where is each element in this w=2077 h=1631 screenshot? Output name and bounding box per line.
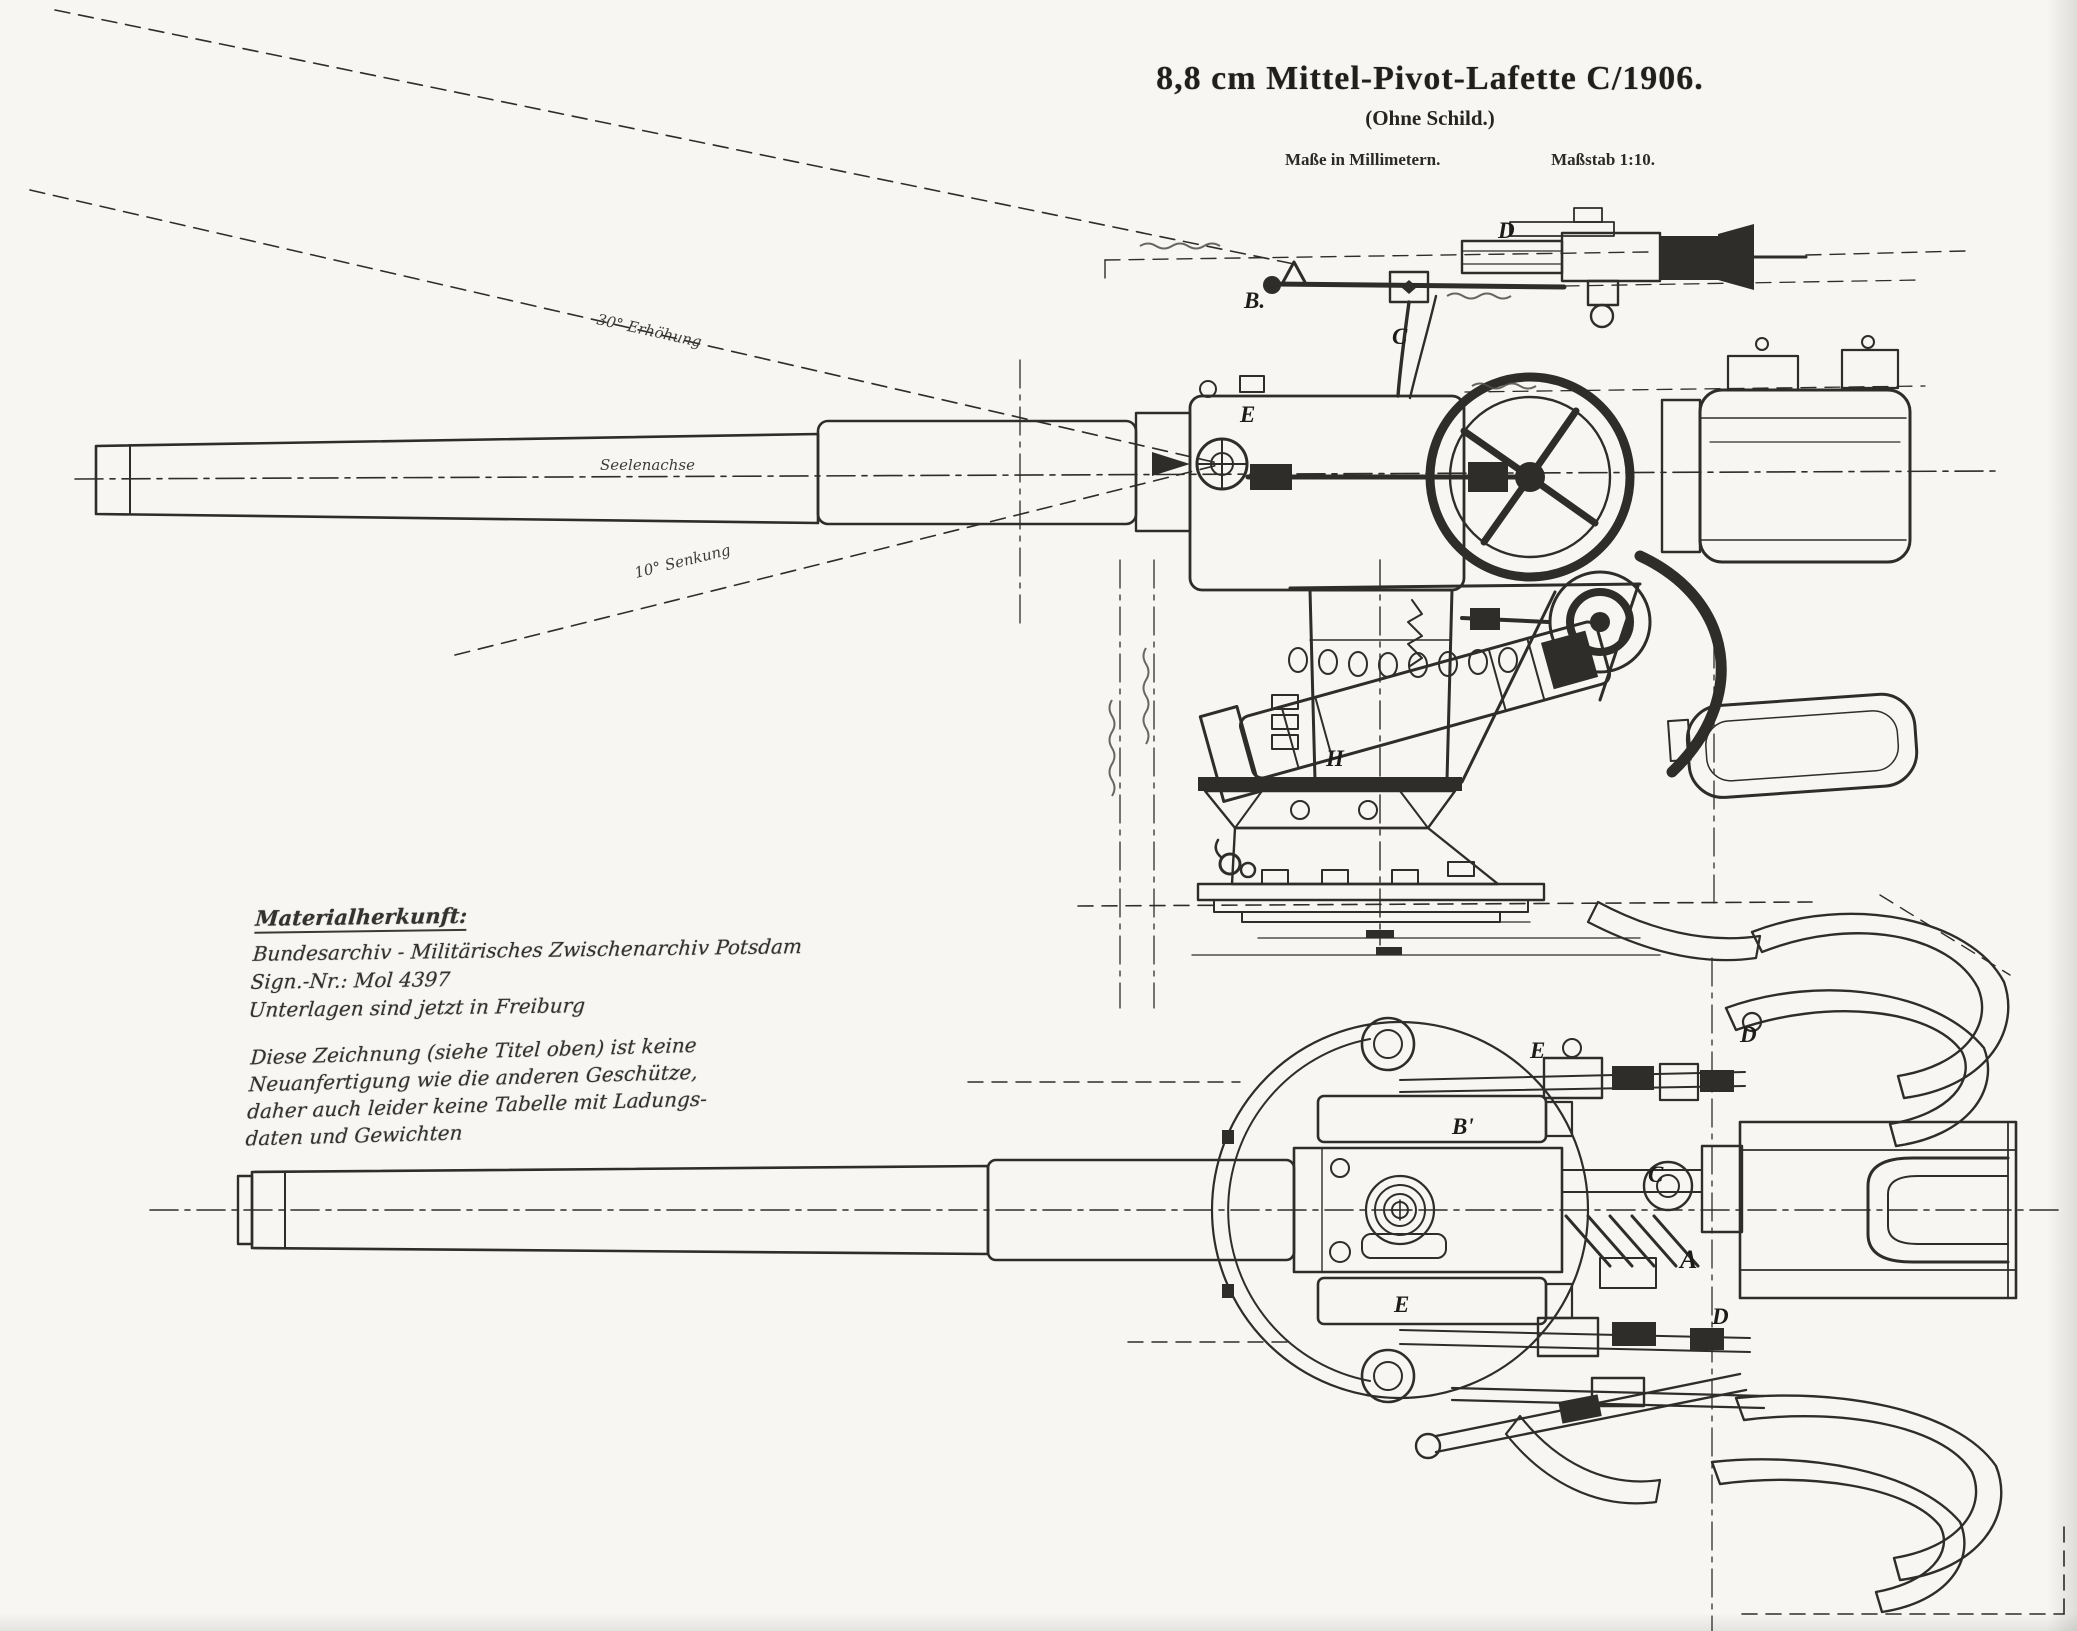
shaft-coupling (1700, 1070, 1734, 1092)
plan-view (150, 902, 2064, 1631)
drawing-title: 8,8 cm Mittel-Pivot-Lafette C/1906. (1156, 60, 1704, 97)
part-letter-e2: E (1394, 1292, 1410, 1317)
fork-prong (1752, 914, 2008, 1098)
eye-bolt (1330, 1242, 1350, 1262)
crank-handle (1250, 464, 1292, 490)
part-letter-d2: D (1712, 1304, 1729, 1329)
cradle-block (1190, 396, 1464, 590)
mounting-flange (1198, 777, 1462, 791)
scale-note: Maßstab 1:10. (1551, 150, 1655, 169)
sight-assembly (1263, 208, 1920, 398)
rod-end (1416, 1434, 1440, 1458)
part-letter-d1: D (1740, 1022, 1757, 1047)
depression-limit-label: 10° Senkung (632, 540, 733, 582)
lightening-hole (1439, 652, 1457, 676)
deck-line (1078, 902, 1812, 906)
recoil-cylinder-slot (1704, 709, 1900, 782)
sight-support-leg2 (1410, 296, 1436, 398)
ring-bolt-top-inner (1374, 1030, 1402, 1058)
dimension-figure (1376, 947, 1402, 955)
gear-knob (1470, 608, 1500, 630)
remark-note-line: Diese Zeichnung (siehe Titel oben) ist keine (249, 1032, 698, 1070)
housing-pad (1362, 1234, 1446, 1258)
bracket-pivot (1591, 305, 1613, 327)
part-letter-h: H (1326, 746, 1344, 771)
shoulder-fork-lower (1506, 1396, 2001, 1612)
cylinder-collar (1541, 631, 1598, 690)
part-letter-b: B. (1244, 288, 1266, 313)
scan-edge-shadow (2047, 0, 2077, 1631)
shaft-coupling (1612, 1066, 1654, 1090)
shaft-coupling (1612, 1322, 1656, 1346)
telescope-knob (1574, 208, 1602, 222)
cylinder-band (1489, 649, 1506, 711)
diamond-mark (1401, 280, 1417, 294)
fork-prong (1736, 1396, 2001, 1580)
lower-machinery (1400, 1318, 1764, 1458)
fork-prong (1712, 1459, 1964, 1612)
side-elevation-view (30, 10, 2010, 1008)
depression-limit-line (455, 464, 1222, 655)
gear-box-plan (1702, 1146, 1742, 1232)
part-letter-c: C (1648, 1162, 1664, 1187)
cylinder-band (1527, 638, 1544, 700)
part-letter-bp: B' (1452, 1114, 1474, 1139)
barrel-jacket (818, 421, 1136, 524)
block-knob (1563, 1039, 1581, 1057)
base-plate (1198, 884, 1544, 900)
flange-bolt-hole (1291, 801, 1309, 819)
bore-axis-label: Seelenachse (600, 456, 695, 474)
lightening-hole (1499, 648, 1517, 672)
part-letter-c: C (1392, 324, 1408, 349)
units-note: Maße in Millimetern. (1285, 150, 1441, 169)
trunnion-cap-tab (1546, 1102, 1572, 1136)
base-plate-2 (1214, 900, 1528, 912)
dimension-figure (1222, 1284, 1234, 1298)
sight-support-leg (1398, 302, 1409, 396)
upper-machinery (1400, 1039, 1745, 1100)
top-bolt (1862, 336, 1874, 348)
source-note-line: Sign.-Nr.: Mol 4397 (249, 967, 452, 994)
column-tab (1272, 735, 1298, 749)
sight-axis-line (1105, 252, 1648, 260)
shoulder-fork-upper (1588, 902, 2008, 1146)
fork-hook (1588, 902, 1760, 960)
part-letter-a: A (1680, 1245, 1698, 1274)
bore-axis-line (75, 471, 1995, 479)
chain-curl (1216, 840, 1222, 858)
slide-top-block (1842, 350, 1898, 388)
top-bolt (1756, 338, 1768, 350)
chain-shackle (1220, 854, 1240, 874)
ring-bolt-bottom-inner (1374, 1362, 1402, 1390)
trunnion-cap-bottom (1318, 1278, 1546, 1324)
platform-line (1290, 584, 1640, 588)
source-note-line: Unterlagen sind jetzt in Freiburg (247, 993, 587, 1022)
sight-shaft-plan (1400, 1086, 1745, 1092)
ring-bolt-bottom (1362, 1350, 1414, 1402)
handwheel-spoke (1530, 477, 1595, 523)
base-plate-3 (1242, 912, 1500, 922)
sight-line (55, 10, 1294, 264)
slide-body (1700, 390, 1910, 562)
telescope-front-tube (1462, 241, 1562, 273)
part-letter-d: D (1498, 218, 1515, 243)
sight-bar-cap (1263, 276, 1281, 294)
recoil-cylinder (1667, 692, 1919, 801)
lightening-hole (1379, 653, 1397, 677)
sight-bar (1274, 284, 1564, 287)
fork-hook (1506, 1416, 1660, 1503)
elevation-limit-label: 30° Erhöhung (595, 310, 704, 352)
part-letter-e: E (1240, 402, 1256, 427)
holding-down-bolt (1322, 870, 1348, 884)
annotation-squiggle (1447, 294, 1511, 299)
dimension-figure (1222, 1130, 1234, 1144)
shaft-block (1538, 1318, 1598, 1356)
cradle-lug (1240, 376, 1264, 392)
shaft-coupling (1690, 1328, 1724, 1350)
guard-rail-arc (1640, 556, 1721, 772)
gusset-brace (1400, 791, 1428, 828)
flange-bolt-hole (1359, 801, 1377, 819)
trunnion-cap-top (1318, 1096, 1546, 1142)
scan-edge-shadow (0, 1613, 2077, 1631)
eye-bolt (1331, 1159, 1349, 1177)
telescope-rear (1660, 236, 1718, 280)
handwheel-spoke (1530, 411, 1576, 477)
annotation-squiggle-vertical (1144, 648, 1149, 744)
annotation-squiggle-vertical (1110, 700, 1115, 796)
holding-down-bolt (1392, 870, 1418, 884)
remark-note-line: daher auch leider keine Tabelle mit Ladungs- (246, 1086, 708, 1124)
eyepiece-cone (1718, 224, 1754, 290)
remark-note-line: Neuanfertigung wie die anderen Geschütze, (248, 1059, 699, 1097)
ring-bolt-top (1362, 1018, 1414, 1070)
slide-top-block (1728, 356, 1798, 390)
drawing-subtitle: (Ohne Schild.) (1365, 106, 1495, 130)
source-note-line: Bundesarchiv - Militärisches Zwischenarchiv Potsdam (251, 934, 803, 966)
shaft-block (1544, 1058, 1602, 1098)
shaft-boss (1468, 462, 1508, 492)
trunnion-cap-tab (1546, 1284, 1572, 1318)
remark-note-line: daten und Gewichten (244, 1120, 464, 1151)
sight-shaft-plan (1400, 1072, 1745, 1080)
shaft-bearing (1660, 1064, 1698, 1100)
breech-slide-group (1640, 336, 1919, 801)
slide-front-plate (1662, 400, 1700, 552)
sight-a-frame (1282, 262, 1306, 284)
lightening-hole (1349, 652, 1367, 676)
dimension-figure (1366, 930, 1394, 938)
chain-link (1241, 863, 1255, 877)
lightening-hole (1289, 648, 1307, 672)
part-letter-e1: E (1530, 1038, 1546, 1063)
holding-down-bolt (1448, 862, 1474, 876)
lightening-hole (1319, 650, 1337, 674)
source-note-heading: Materialherkunft: (254, 903, 468, 934)
telescope-body (1562, 233, 1660, 281)
holding-down-bolt (1262, 870, 1288, 884)
elevation-handwheel (1248, 377, 1630, 577)
spring-zigzag (1408, 600, 1422, 666)
sight-axis-line-rear (1806, 251, 1965, 255)
